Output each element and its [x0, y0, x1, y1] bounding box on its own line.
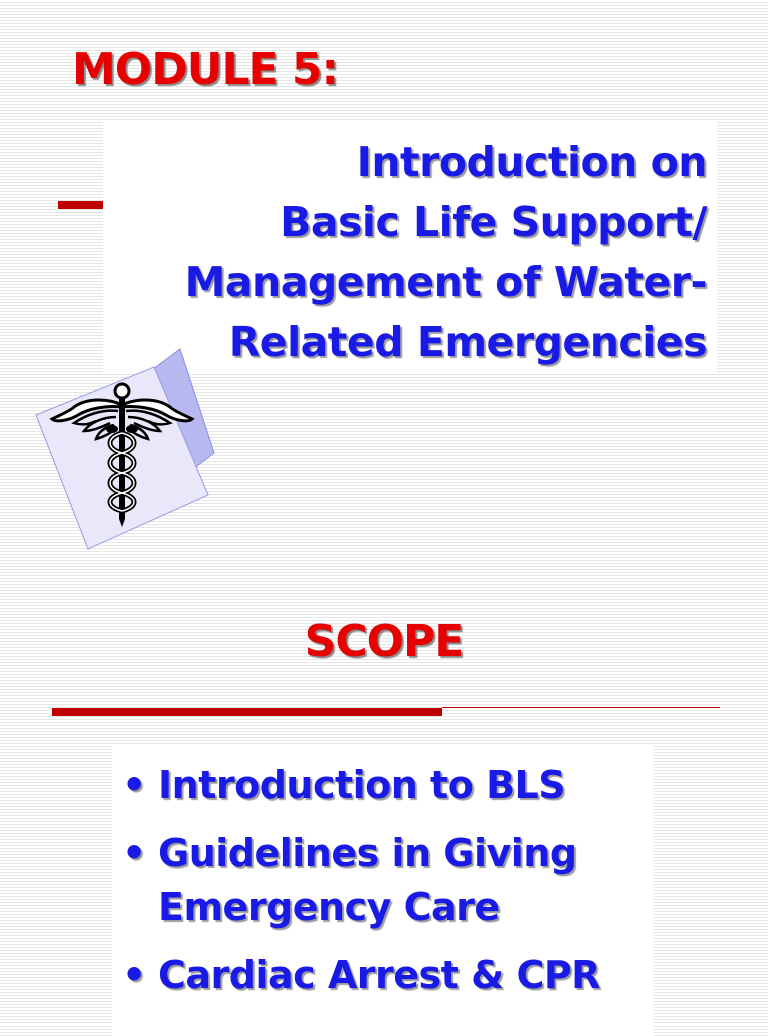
list-item-text: Guidelines in Giving Emergency Care	[158, 831, 577, 929]
list-item	[120, 948, 658, 1002]
title-box	[103, 122, 717, 374]
slide-title	[185, 132, 707, 372]
title-line: Basic Life Support/	[280, 198, 707, 246]
list-item-text: Cardiac Arrest & CPR	[158, 953, 600, 997]
bullet-marker: •	[122, 831, 146, 875]
list-item	[120, 758, 658, 812]
bullet-box	[112, 746, 654, 1036]
scope-list	[120, 758, 658, 1016]
list-item-text: Introduction to BLS	[158, 763, 566, 807]
title-line: Management of Water-	[184, 258, 707, 306]
list-item	[120, 826, 658, 934]
caduceus-icon	[30, 345, 220, 555]
title-line: Related Emergencies	[228, 318, 707, 366]
bullet-marker: •	[122, 953, 146, 997]
title-line: Introduction on	[356, 138, 707, 186]
bullet-marker: •	[122, 763, 146, 807]
thin-red-rule	[442, 707, 720, 708]
module-title: MODULE 5:	[72, 44, 339, 95]
thick-red-rule	[52, 708, 442, 716]
red-accent-rule	[58, 201, 104, 209]
slide-scope	[0, 580, 768, 1024]
scope-heading: SCOPE	[304, 616, 464, 667]
